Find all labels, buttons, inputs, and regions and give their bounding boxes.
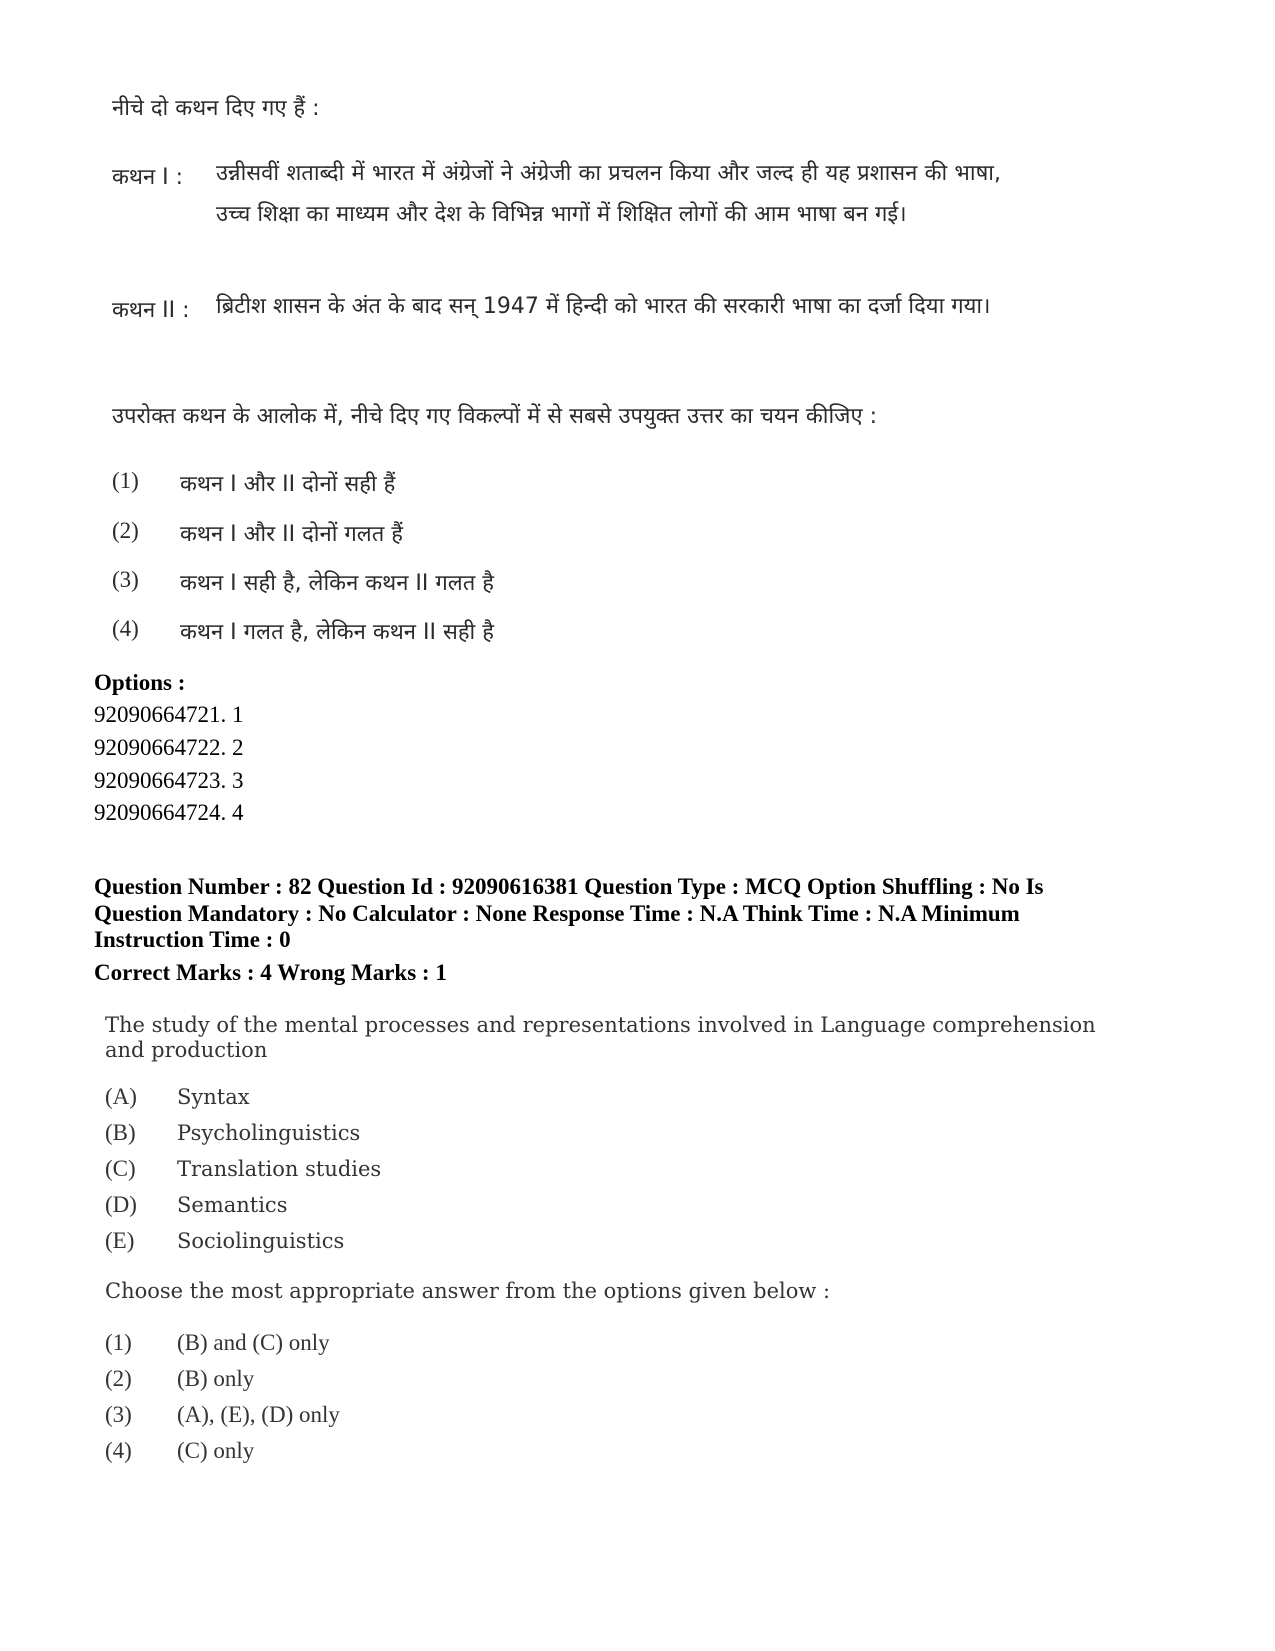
item-d-label: (D) [105,1192,137,1217]
item-c-label: (C) [105,1156,136,1181]
hindi-choice-2-text: कथन I और II दोनों गलत हैं [180,522,403,547]
item-a-text: Syntax [177,1085,250,1109]
english-choice-4-text: (C) only [177,1438,255,1463]
english-instruction: Choose the most appropriate answer from the options given below : [105,1279,831,1303]
english-choice-3-num: (3) [105,1402,132,1427]
hindi-choice-2-num: (2) [112,518,139,543]
hindi-choice-1-text: कथन I और II दोनों सही हैं [180,472,396,497]
statement-1-label: कथन I : [112,165,184,190]
english-choice-1-text: (B) and (C) only [177,1330,330,1355]
option-id-1: 92090664721. 1 [94,702,244,727]
english-stem-line-1: The study of the mental processes and representations involved in Language comprehension [105,1013,1096,1037]
hindi-choice-4-text: कथन I गलत है, लेकिन कथन II सही है [180,620,494,645]
option-id-3: 92090664723. 3 [94,768,244,793]
hindi-choice-3-text: कथन I सही है, लेकिन कथन II गलत है [180,571,494,596]
english-choice-3-text: (A), (E), (D) only [177,1402,340,1427]
statement-2-text: ब्रिटीश शासन के अंत के बाद सन् 1947 में हिन्दी को भारत की सरकारी भाषा का दर्जा दिया गया। [216,294,991,319]
hindi-instruction: उपरोक्त कथन के आलोक में, नीचे दिए गए विकल्पों में से सबसे उपयुक्त उत्तर का चयन कीजिए : [112,404,878,429]
item-e-text: Sociolinguistics [177,1229,345,1253]
hindi-choice-3-num: (3) [112,567,139,592]
meta-line-2: Question Mandatory : No Calculator : None Response Time : N.A Think Time : N.A Minimum [94,901,1020,926]
item-e-label: (E) [105,1228,135,1253]
option-id-4: 92090664724. 4 [94,800,244,825]
item-d-text: Semantics [177,1193,288,1217]
meta-line-3: Instruction Time : 0 [94,927,291,952]
meta-line-1: Question Number : 82 Question Id : 92090616381 Question Type : MCQ Option Shuffling : No Is [94,874,1044,899]
item-a-label: (A) [105,1084,137,1109]
english-stem-line-2: and production [105,1038,268,1062]
hindi-choice-4-num: (4) [112,616,139,641]
statement-2-label: कथन II : [112,298,190,323]
marks-line: Correct Marks : 4 Wrong Marks : 1 [94,960,447,985]
english-choice-2-text: (B) only [177,1366,255,1391]
option-id-2: 92090664722. 2 [94,735,244,760]
english-choice-1-num: (1) [105,1330,132,1355]
options-heading: Options : [94,670,186,695]
english-choice-2-num: (2) [105,1366,132,1391]
item-b-label: (B) [105,1120,136,1145]
hindi-intro: नीचे दो कथन दिए गए हैं : [112,96,320,121]
hindi-choice-1-num: (1) [112,468,139,493]
item-b-text: Psycholinguistics [177,1121,361,1145]
statement-1-text: उन्नीसवीं शताब्दी में भारत में अंग्रेजों ने अंग्रेजी का प्रचलन किया और जल्द ही यह प्रशासन की भाषा, उच्च शिक्षा का माध्यम और देश के विभिन्न भागों में शिक्षित लोगों की आम भाषा बन गई। [216,161,1001,227]
item-c-text: Translation studies [177,1157,382,1181]
english-choice-4-num: (4) [105,1438,132,1463]
